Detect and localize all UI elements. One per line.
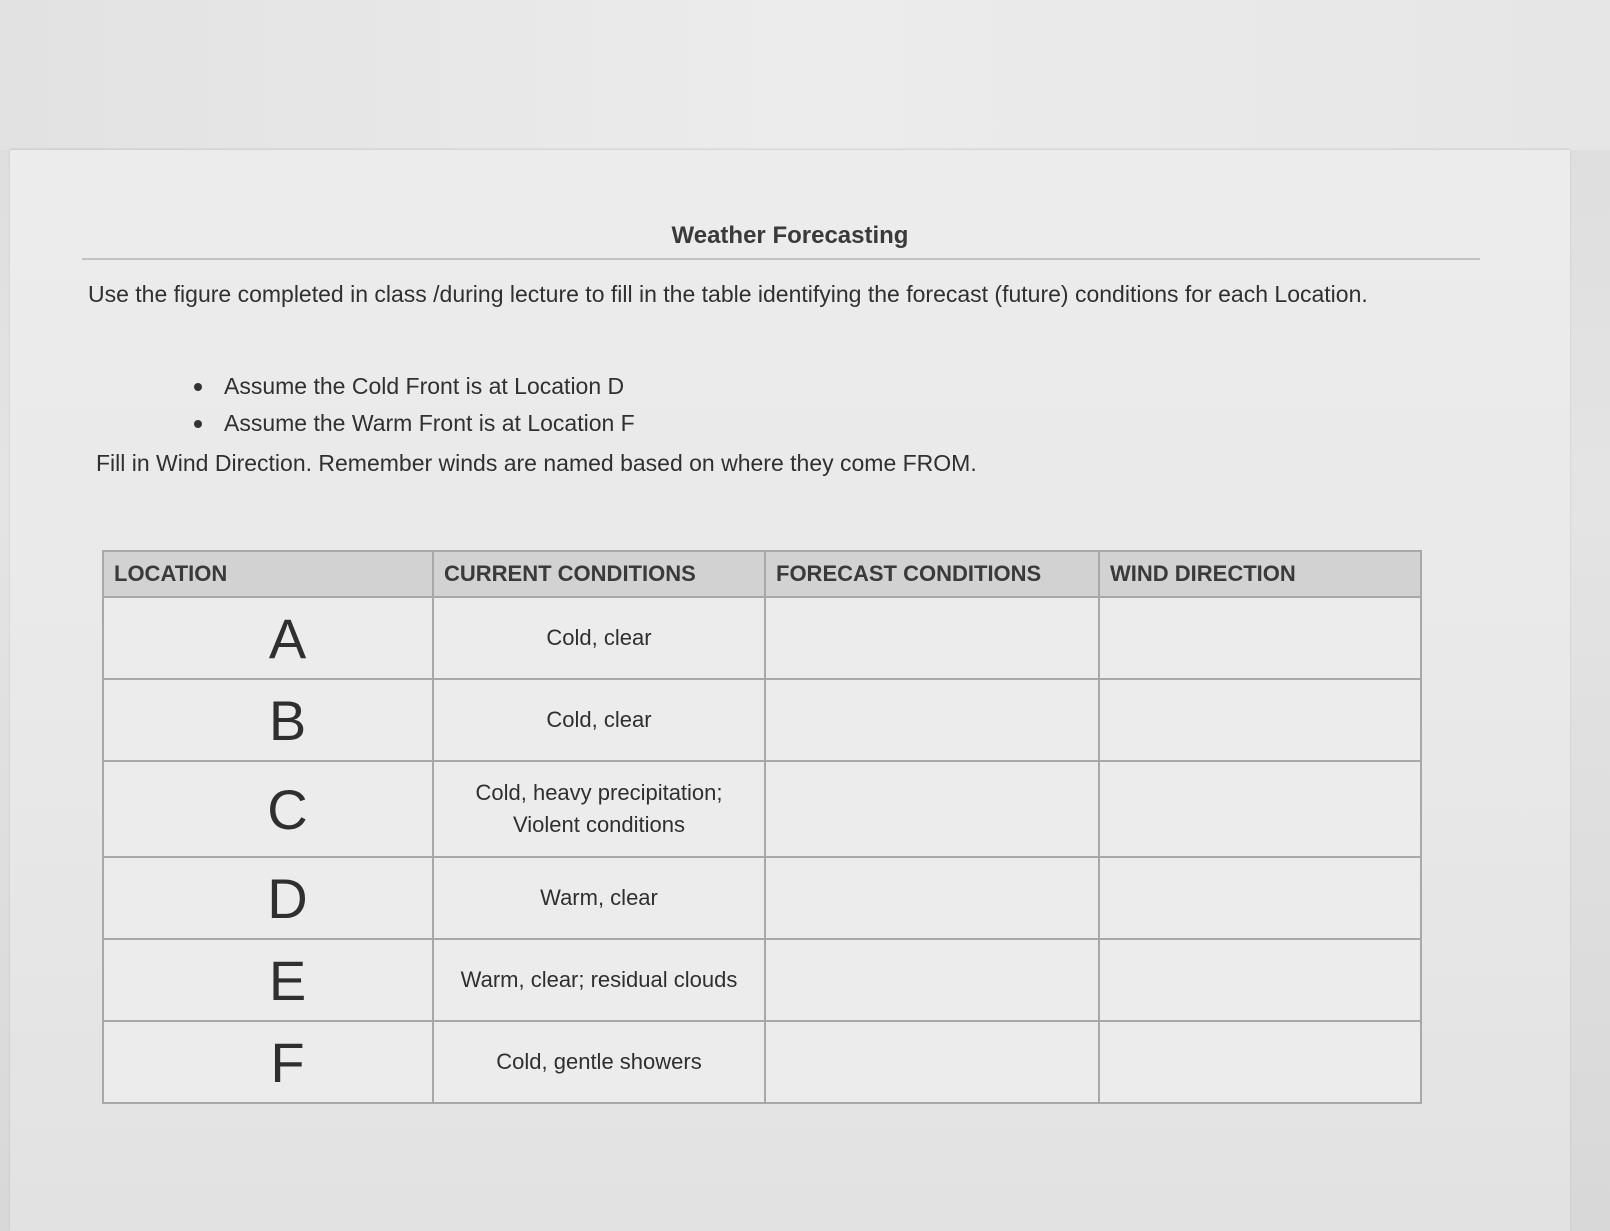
wind-direction-cell[interactable] [1099,679,1421,761]
table-row [103,761,1421,857]
location-cell: F [103,1021,433,1103]
header-location: LOCATION [103,551,433,597]
list-item [188,368,635,405]
location-cell: A [103,597,433,679]
list-item [188,405,635,442]
list-item-text: Assume the Cold Front is at Location D [224,373,625,399]
instructions-paragraph: Use the figure completed in class /during lecture to fill in the table identifying the forecast (future) conditions for each Location. [88,281,1368,307]
header-wind-direction: WIND DIRECTION [1099,551,1421,597]
list-item-text: Assume the Warm Front is at Location F [224,410,635,436]
table-row [103,1021,1421,1103]
table-row [103,939,1421,1021]
document-page [10,150,1570,1231]
table-row [103,857,1421,939]
current-conditions-cell: Warm, clear [433,857,765,939]
wind-direction-cell[interactable] [1099,1021,1421,1103]
current-conditions-cell: Cold, gentle showers [433,1021,765,1103]
header-forecast-conditions: FORECAST CONDITIONS [765,551,1099,597]
current-conditions-line: Violent conditions [512,812,686,837]
forecast-conditions-cell[interactable] [765,1021,1099,1103]
background-surface [0,0,1610,150]
wind-direction-cell[interactable] [1099,939,1421,1021]
wind-direction-cell[interactable] [1099,857,1421,939]
wind-direction-note: Fill in Wind Direction. Remember winds are named based on where they come FROM. [96,450,977,476]
current-conditions-cell: Cold, clear [433,679,765,761]
table-row [103,597,1421,679]
header-current-conditions: CURRENT CONDITIONS [433,551,765,597]
location-cell: D [103,857,433,939]
location-cell: C [103,761,433,857]
forecast-conditions-cell[interactable] [765,597,1099,679]
assumption-list [188,368,635,442]
forecast-conditions-cell[interactable] [765,761,1099,857]
forecast-table [102,550,1422,1104]
forecast-conditions-cell[interactable] [765,857,1099,939]
forecast-conditions-cell[interactable] [765,939,1099,1021]
table-row [103,679,1421,761]
location-cell: E [103,939,433,1021]
current-conditions-cell: Cold, clear [433,597,765,679]
current-conditions-cell: Warm, clear; residual clouds [433,939,765,1021]
wind-direction-cell[interactable] [1099,761,1421,857]
table-header-row [103,551,1421,597]
forecast-conditions-cell[interactable] [765,679,1099,761]
bullet-icon [194,420,202,428]
bullet-icon [194,383,202,391]
document-title: Weather Forecasting [671,222,909,249]
wind-direction-cell[interactable] [1099,597,1421,679]
location-cell: B [103,679,433,761]
title-divider [82,258,1480,260]
current-conditions-cell [433,761,765,857]
current-conditions-line: Cold, heavy precipitation; [475,780,723,805]
